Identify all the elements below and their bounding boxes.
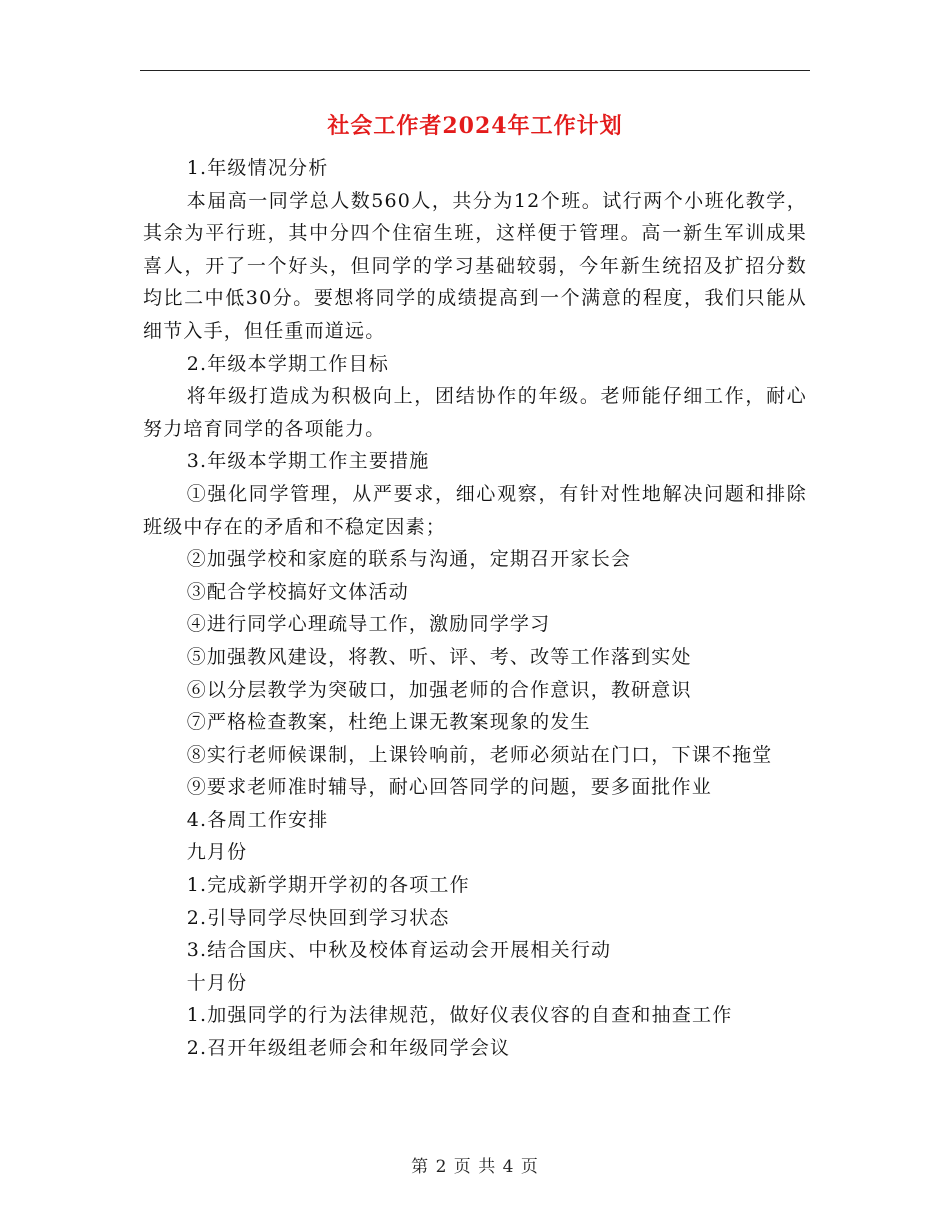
month-heading-september: 九月份 (186, 841, 248, 864)
measure-item-1: ①强化同学管理，从严要求，细心观察，有针对性地解决问题和排除班级中存在的矛盾和不稳定因素； (143, 482, 807, 538)
measure-item-5: ⑤加强教风建设，将教、听、评、考、改等工作落到实处 (186, 645, 692, 668)
paragraph-section-3-heading: 3.年级本学期工作主要措施 (186, 450, 430, 473)
month-heading-october: 十月份 (186, 971, 248, 994)
page-footer: 第 2 页 共 4 页 (411, 1157, 539, 1177)
october-item-1: 1.加强同学的行为法律规范，做好仪表仪容的自查和抽查工作 (186, 1004, 733, 1027)
measure-item-6: ⑥以分层教学为突破口，加强老师的合作意识，教研意识 (186, 678, 692, 701)
measure-item-9: ⑨要求老师准时辅导，耐心回答同学的问题，要多面批作业 (186, 776, 712, 799)
measure-item-8: ⑧实行老师候课制，上课铃响前，老师必须站在门口，下课不拖堂 (186, 743, 773, 766)
document-title: 社会工作者2024年工作计划 (327, 113, 623, 139)
october-item-2: 2.召开年级组老师会和年级同学会议 (186, 1037, 511, 1060)
document-body (143, 152, 807, 1065)
measure-item-3: ③配合学校搞好文体活动 (186, 580, 409, 603)
paragraph-grade-analysis: 本届高一同学总人数560人，共分为12个班。试行两个小班化教学，其余为平行班，其中分四个住宿生班，这样便于管理。高一新生军训成果喜人，开了一个好头，但同学的学习基础较弱，今年新生统招及扩招分数均比二中低30分。要想将同学的成绩提高到一个满意的程度，我们只能从细节入手，但任重而道远。 (143, 189, 807, 342)
paragraph-section-4-heading: 4.各周工作安排 (186, 808, 329, 831)
paragraph-section-1-heading: 1.年级情况分析 (186, 157, 329, 179)
paragraph-section-2-heading: 2.年级本学期工作目标 (186, 352, 390, 375)
measure-item-4: ④进行同学心理疏导工作，激励同学学习 (186, 613, 551, 636)
header-rule (140, 70, 810, 71)
measure-item-7: ⑦严格检查教案，杜绝上课无教案现象的发生 (186, 711, 591, 734)
september-item-3: 3.结合国庆、中秋及校体育运动会开展相关行动 (186, 939, 612, 962)
measure-item-2: ②加强学校和家庭的联系与沟通，定期召开家长会 (186, 548, 632, 571)
paragraph-work-goal: 将年级打造成为积极向上，团结协作的年级。老师能仔细工作，耐心努力培育同学的各项能力。 (143, 385, 807, 440)
september-item-1: 1.完成新学期开学初的各项工作 (186, 874, 470, 897)
september-item-2: 2.引导同学尽快回到学习状态 (186, 906, 450, 929)
